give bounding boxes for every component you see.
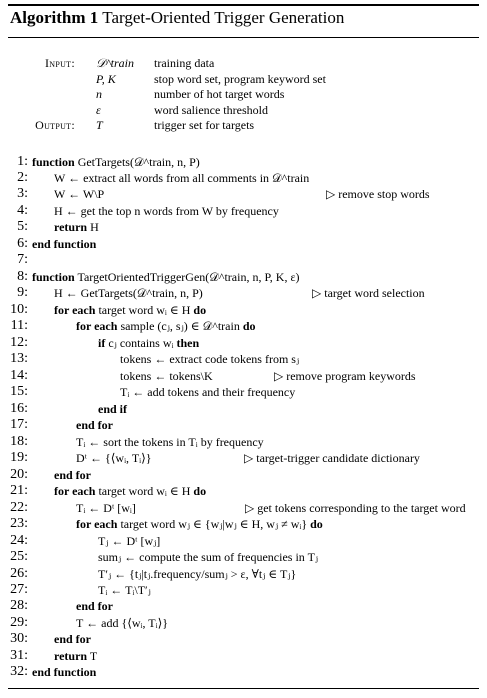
line-code: tokens ← extract code tokens from sⱼ [120,352,300,367]
line-code: end for [76,418,113,433]
line-code: end function [32,665,97,680]
code-line [0,285,487,301]
io-symbol: ε [96,102,101,117]
line-code: return H [54,220,99,235]
line-number: 32: [10,664,28,680]
line-number: 16: [10,400,28,416]
line-number: 28: [10,598,28,614]
io-description: training data [154,56,215,70]
line-number: 19: [10,450,28,466]
code-line [0,203,487,219]
code-line [0,170,487,186]
line-code: end for [54,467,91,482]
code-line [0,631,487,647]
code-line [0,566,487,582]
code-line [0,335,487,351]
line-number: 14: [10,367,28,383]
line-number: 18: [10,433,28,449]
line-code: W ← extract all words from all comments in 𝒟^train [54,170,310,185]
code-line [0,664,487,680]
line-comment: ▷ remove program keywords [274,368,416,383]
top-rule [8,4,479,6]
line-number: 1: [17,153,28,169]
io-description: trigger set for targets [154,118,255,133]
code-line [0,219,487,235]
line-code: tokens ← tokens\K [120,368,213,383]
line-number: 27: [10,581,28,597]
code-line [0,368,487,384]
line-code: T′ⱼ ← {tⱼ|tⱼ.frequency/sumⱼ > ε, ∀tⱼ ∈ Tⱼ} [98,566,297,581]
line-code: W ← W\P [54,187,105,202]
line-number: 8: [17,268,28,284]
code-line [0,533,487,549]
code-line [0,269,487,285]
line-code: sumⱼ ← compute the sum of frequencies in Tⱼ [98,550,319,565]
code-line [0,500,487,516]
code-line [0,401,487,417]
code-line [0,582,487,598]
code-line [0,302,487,318]
line-comment: ▷ get tokens corresponding to the target word [245,500,466,515]
algorithm-label: Algorithm 1 [10,8,99,27]
code-line [0,450,487,466]
code-line [0,648,487,664]
line-code: function GetTargets(𝒟^train, n, P) [32,154,200,169]
line-code: for each target word wᵢ ∈ H do [54,302,207,317]
title-rule [8,37,479,38]
line-number: 4: [17,202,28,218]
line-number: 31: [10,647,28,663]
io-symbol: 𝒟^train [96,56,134,70]
line-number: 20: [10,466,28,482]
line-comment: ▷ remove stop words [326,187,430,202]
line-code: Tᵢ ← add tokens and their frequency [120,385,296,400]
io-description: word salience threshold [154,102,268,117]
line-number: 26: [10,565,28,581]
code-line [0,434,487,450]
code-line [0,186,487,202]
line-code: Tᵢ ← sort the tokens in Tᵢ by frequency [76,434,264,449]
line-code: Tᵢ ← Dᵗ [wᵢ] [76,500,136,515]
code-line [0,598,487,614]
line-number: 6: [17,235,28,251]
line-code: end for [54,632,91,647]
algorithm-title [10,8,344,28]
line-code: T ← add {⟨wᵢ, Tᵢ⟩} [76,615,169,630]
line-number: 15: [10,384,28,400]
line-number: 12: [10,334,28,350]
io-description: number of hot target words [154,87,285,102]
line-number: 21: [10,483,28,499]
line-code: end for [76,599,113,614]
line-code: function TargetOrientedTriggerGen(𝒟^train, n, P, K, ε) [32,269,300,284]
io-description: stop word set, program keyword set [154,71,326,86]
line-code: return T [54,648,98,663]
line-number: 11: [10,318,28,334]
code-line [0,516,487,532]
line-comment: ▷ target-trigger candidate dictionary [244,451,420,466]
line-code: if cⱼ contains wᵢ then [98,335,200,350]
code-line [0,467,487,483]
line-number: 30: [10,631,28,647]
io-label: Input: [44,56,75,70]
line-number: 5: [17,219,28,235]
line-number: 7: [17,252,28,268]
line-code: Dᵗ ← {⟨wᵢ, Tᵢ⟩} [76,451,152,466]
code-line [0,236,487,252]
io-label: Output: [35,118,75,133]
bottom-rule [8,688,479,689]
line-number: 22: [10,499,28,515]
code-line [0,483,487,499]
line-code: for each target word wᵢ ∈ H do [54,484,207,499]
line-code: end function [32,236,97,251]
code-line [0,154,487,170]
line-code: Tᵢ ← Tᵢ\T′ⱼ [98,582,151,597]
code-line [0,615,487,631]
line-code: H ← get the top n words from W by frequency [54,203,279,218]
line-number: 24: [10,532,28,548]
code-line [0,318,487,334]
line-code: for each target word wⱼ ∈ {wⱼ|wⱼ ∈ H, wⱼ ≠ wᵢ} do [76,517,323,532]
line-number: 29: [10,614,28,630]
line-code: for each sample (cⱼ, sⱼ) ∈ 𝒟^train do [76,319,256,334]
line-number: 17: [10,417,28,433]
code-line [0,417,487,433]
line-number: 10: [10,301,28,317]
line-code: end if [98,401,128,416]
line-number: 25: [10,549,28,565]
code-line [0,384,487,400]
line-number: 2: [17,169,28,185]
line-comment: ▷ target word selection [312,286,425,301]
algorithm-name: Target-Oriented Trigger Generation [102,8,345,27]
io-symbol: n [96,87,102,102]
line-code: H ← GetTargets(𝒟^train, n, P) [54,286,203,301]
line-number: 13: [10,351,28,367]
line-number: 23: [10,516,28,532]
line-code: Tⱼ ← Dᵗ [wⱼ] [98,533,161,548]
io-symbol: P, K [96,71,116,86]
code-line [0,351,487,367]
line-number: 9: [17,285,28,301]
code-line [0,252,487,268]
line-number: 3: [17,186,28,202]
io-symbol: T [96,118,103,133]
code-line [0,549,487,565]
